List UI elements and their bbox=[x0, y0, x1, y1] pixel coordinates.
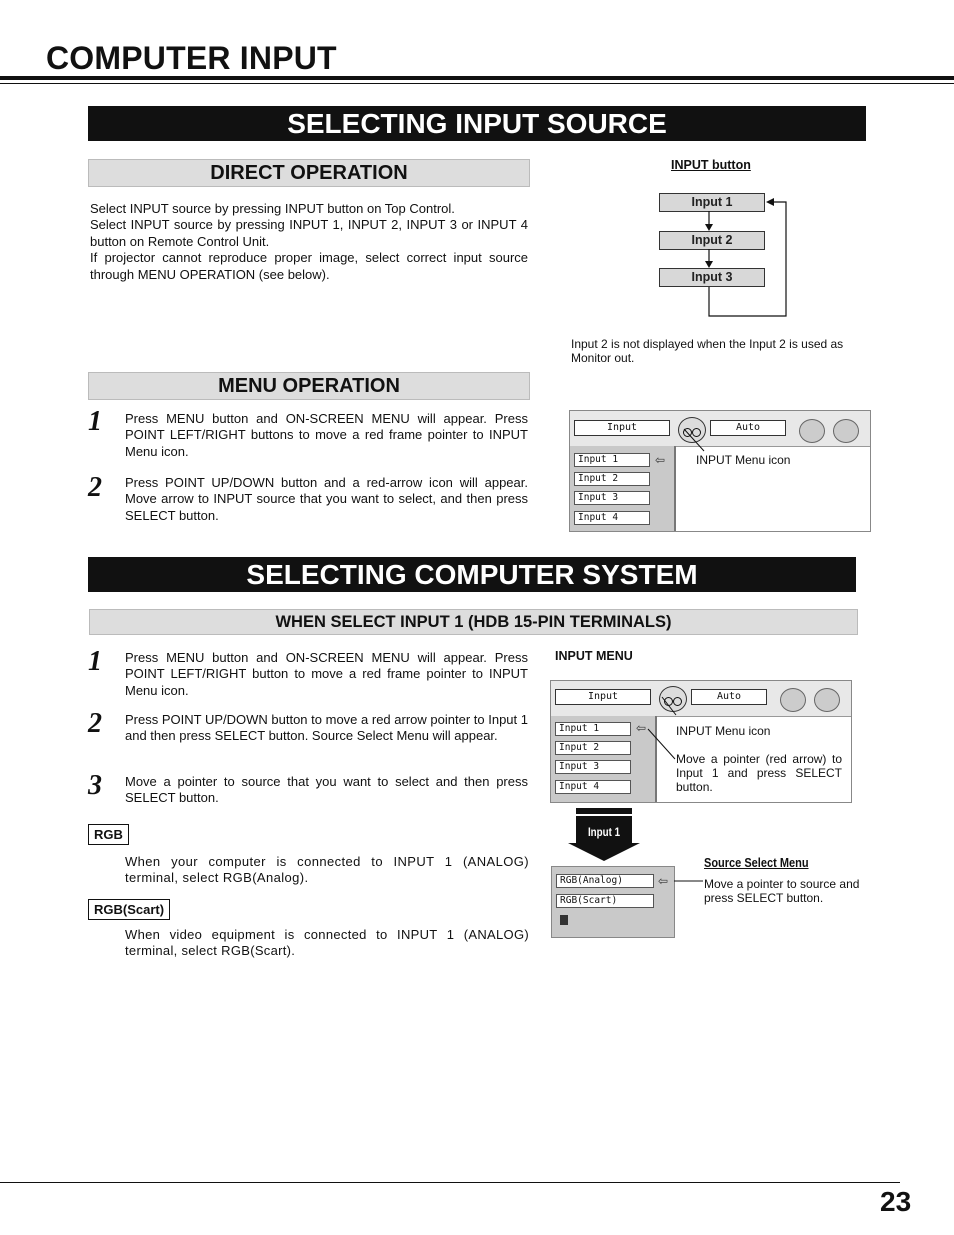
source-item: RGB(Scart) bbox=[556, 894, 654, 908]
input-2-note: Input 2 is not displayed when the Input 2 is used as Monitor out. bbox=[571, 337, 844, 365]
subsection-heading-input1 bbox=[89, 609, 858, 635]
step-number: 2 bbox=[88, 708, 102, 739]
osd-input-item: Input 4 bbox=[555, 780, 631, 794]
rgb-label: RGB bbox=[88, 824, 129, 845]
source-callout: Move a pointer to source and press SELECT button. bbox=[704, 877, 860, 905]
input-2-box: Input 2 bbox=[659, 231, 765, 250]
subsection-heading-menu bbox=[88, 372, 530, 400]
step-text: Press POINT UP/DOWN button and a red-arrow icon will appear. Move arrow to INPUT source that you want to select, and then press SELECT button. bbox=[125, 475, 528, 523]
osd-input-item: Input 2 bbox=[555, 741, 631, 755]
osd-input-field: Input bbox=[555, 689, 651, 705]
pointer-callout: Move a pointer (red arrow) to Input 1 and press SELECT button. bbox=[676, 752, 842, 794]
osd-input-item: Input 3 bbox=[555, 760, 631, 774]
input-1-box: Input 1 bbox=[659, 193, 765, 212]
paragraph-line: Select INPUT source by pressing INPUT 1, INPUT 2, INPUT 3 or INPUT 4 button on Remote Control Unit. bbox=[90, 217, 528, 249]
step-number: 1 bbox=[88, 406, 102, 437]
heading-text: WHEN SELECT INPUT 1 (HDB 15-PIN TERMINALS) bbox=[275, 613, 672, 631]
system-menu-icon bbox=[799, 419, 825, 443]
settings-menu-icon bbox=[833, 419, 859, 443]
input-menu-caption: INPUT MENU bbox=[555, 649, 633, 663]
arrow-label: Input 1 bbox=[587, 827, 621, 839]
paragraph-line: Select INPUT source by pressing INPUT button on Top Control. bbox=[90, 201, 455, 216]
callout-line bbox=[680, 425, 720, 455]
osd-auto-field: Auto bbox=[691, 689, 767, 705]
osd-input-item: Input 1 bbox=[555, 722, 631, 736]
step-text: Press MENU button and ON-SCREEN MENU will appear. Press POINT LEFT/RIGHT button to move a red frame pointer to INPUT Menu icon. bbox=[125, 650, 528, 698]
input-cycle-arrows bbox=[640, 190, 800, 320]
section-title: SELECTING COMPUTER SYSTEM bbox=[246, 559, 698, 590]
paragraph-line: If projector cannot reproduce proper image, select correct input source through MENU OPERATION (see below). bbox=[90, 250, 528, 282]
back-icon bbox=[560, 915, 568, 925]
callout-lines bbox=[640, 695, 680, 765]
red-arrow-pointer-icon: ⇦ bbox=[636, 721, 647, 735]
onscreen-menu-1 bbox=[569, 410, 871, 532]
source-select-menu bbox=[551, 866, 675, 938]
down-arrow-icon bbox=[568, 816, 644, 862]
title-rule bbox=[0, 76, 954, 80]
section-title: SELECTING INPUT SOURCE bbox=[287, 108, 667, 139]
title-rule-thin bbox=[0, 83, 954, 84]
direct-operation-text bbox=[90, 201, 528, 283]
osd-input-item: Input 4 bbox=[574, 511, 650, 525]
input-menu-icon-callout: INPUT Menu icon bbox=[696, 453, 791, 467]
source-item: RGB(Analog) bbox=[556, 874, 654, 888]
page-number: 23 bbox=[880, 1186, 912, 1217]
input-menu-icon-callout: INPUT Menu icon bbox=[676, 724, 771, 738]
system-menu-icon bbox=[780, 688, 806, 712]
page-title: COMPUTER INPUT bbox=[46, 40, 337, 76]
step-text: Move a pointer to source that you want to select and then press SELECT button. bbox=[125, 774, 528, 806]
osd-input-field: Input bbox=[574, 420, 670, 436]
input-button-caption: INPUT button bbox=[671, 158, 751, 172]
step-number: 3 bbox=[88, 770, 102, 801]
heading-text: DIRECT OPERATION bbox=[210, 162, 408, 184]
red-arrow-pointer-icon: ⇦ bbox=[658, 874, 669, 888]
step-text: Press MENU button and ON-SCREEN MENU will appear. Press POINT LEFT/RIGHT buttons to move a red frame pointer to INPUT Menu icon. bbox=[125, 411, 528, 459]
step-number: 1 bbox=[88, 646, 102, 677]
settings-menu-icon bbox=[814, 688, 840, 712]
osd-input-item: Input 1 bbox=[574, 453, 650, 467]
arrow-top-bar bbox=[576, 808, 632, 814]
section-banner-computer-system bbox=[88, 557, 856, 592]
rgb-scart-description: When video equipment is connected to INPUT 1 (ANALOG) terminal, select RGB(Scart). bbox=[125, 927, 529, 959]
subsection-heading-direct bbox=[88, 159, 530, 187]
input-3-box: Input 3 bbox=[659, 268, 765, 287]
step-number: 2 bbox=[88, 472, 102, 503]
osd-input-item: Input 3 bbox=[574, 491, 650, 505]
footer-rule bbox=[0, 1182, 900, 1183]
osd-input-item: Input 2 bbox=[574, 472, 650, 486]
rgb-scart-label: RGB(Scart) bbox=[88, 899, 170, 920]
rgb-description: When your computer is connected to INPUT 1 (ANALOG) terminal, select RGB(Analog). bbox=[125, 854, 529, 886]
source-select-caption: Source Select Menu bbox=[704, 856, 809, 870]
osd-auto-field: Auto bbox=[710, 420, 786, 436]
section-banner-input-source bbox=[88, 106, 866, 141]
heading-text: MENU OPERATION bbox=[218, 375, 400, 397]
step-text: Press POINT UP/DOWN button to move a red arrow pointer to Input 1 and then press SELECT button. Source Select Menu will appear. bbox=[125, 712, 528, 744]
red-arrow-pointer-icon: ⇦ bbox=[655, 453, 666, 467]
